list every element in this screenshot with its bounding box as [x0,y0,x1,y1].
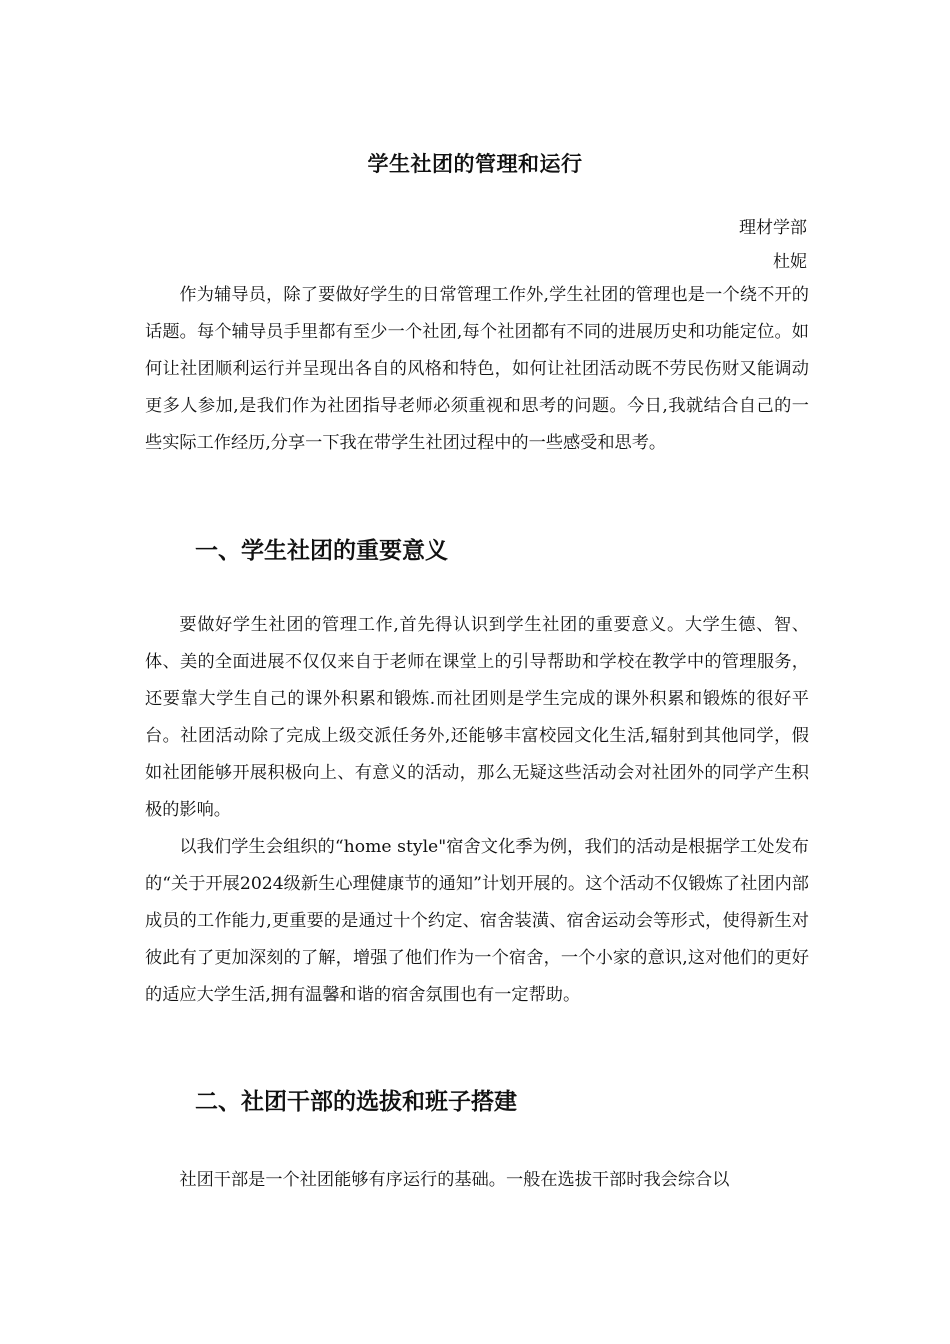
author-department: 理材学部 [739,218,807,238]
section-heading-1: 一、学生社团的重要意义 [195,537,448,564]
author-name: 杜妮 [773,252,807,272]
document-title: 学生社团的管理和运行 [367,151,583,176]
section-1-paragraph-2: 以我们学生会组织的“home style"宿舍文化季为例，我们的活动是根据学工处发布的“关于开展2024级新生心理健康节的通知”计划开展的。这个活动不仅锻炼了社团内部成员的工作能力,更重要的是通过十个约定、宿舍装潢、宿舍运动会等形式，使得新生对彼此有了更加深刻的了解，增强了他们作为一个宿舍，一个小家的意识,这对他们的更好的适应大学生活,拥有温馨和谐的宿舍氛围也有一定帮助。 [145,837,809,1005]
section-2-paragraph-1: 社团干部是一个社团能够有序运行的基础。一般在选拔干部时我会综合以 [179,1170,730,1190]
intro-paragraph: 作为辅导员，除了要做好学生的日常管理工作外,学生社团的管理也是一个绕不开的话题。每个辅导员手里都有至少一个社团,每个社团都有不同的进展历史和功能定位。如何让社团顺利运行并呈现出各自的风格和特色，如何让社团活动既不劳民伤财又能调动更多人参加,是我们作为社团指导老师必须重视和思考的问题。今日,我就结合自己的一些实际工作经历,分享一下我在带学生社团过程中的一些感受和思考。 [145,285,809,453]
section-heading-2: 二、社团干部的选拔和班子搭建 [195,1088,517,1115]
section-1-paragraph-1: 要做好学生社团的管理工作,首先得认识到学生社团的重要意义。大学生德、智、体、美的全面进展不仅仅来自于老师在课堂上的引导帮助和学校在教学中的管理服务，还要靠大学生自己的课外积累和锻炼.而社团则是学生完成的课外积累和锻炼的很好平台。社团活动除了完成上级交派任务外,还能够丰富校园文化生活,辐射到其他同学，假如社团能够开展积极向上、有意义的活动，那么无疑这些活动会对社团外的同学产生积极的影响。 [145,615,809,820]
